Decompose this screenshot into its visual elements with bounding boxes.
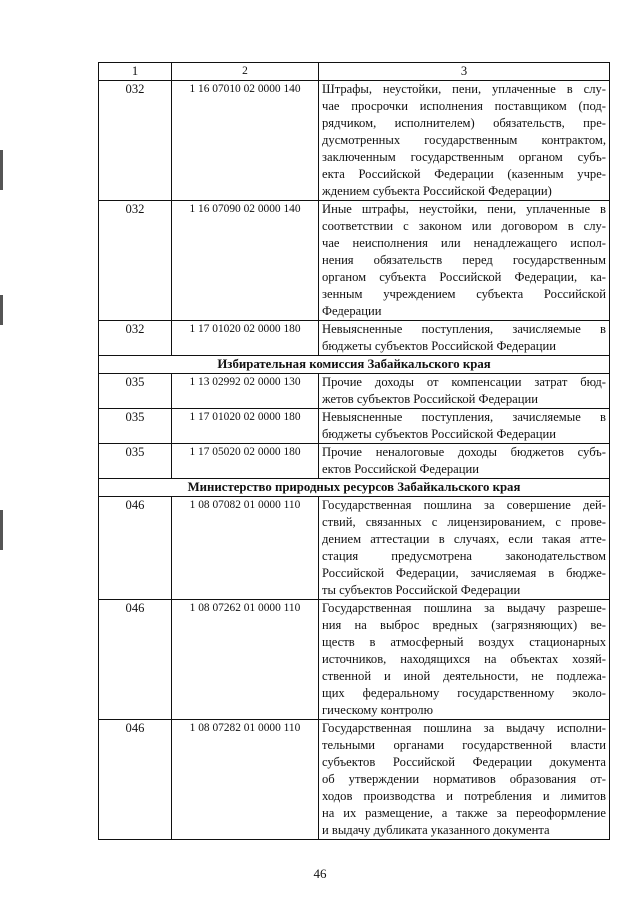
description-line: источников, находящихся на объектах хозяй- — [322, 652, 606, 666]
administrator-code: 032 — [99, 81, 172, 201]
description-line: дусмотренных государственным контрактом, — [322, 133, 606, 147]
description-line: ществ в атмосферный воздух стационарных — [322, 635, 606, 649]
column-header: 2 — [172, 63, 319, 81]
revenue-description — [319, 409, 610, 444]
description-line: екта Российской Федерации (казенным учре- — [322, 167, 606, 181]
description-line: Невыясненные поступления, зачисляемые в — [322, 410, 606, 424]
budget-classification-code: 1 16 07090 02 0000 140 — [172, 201, 319, 321]
page-number: 46 — [313, 866, 327, 881]
description-line: Невыясненные поступления, зачисляемые в — [322, 322, 606, 336]
description-line: зенным учреждением субъекта Российской — [322, 287, 606, 301]
description-line: на их размещение, а также за переоформление — [322, 806, 606, 820]
description-line: чае просрочки исполнения поставщиком (под- — [322, 99, 606, 113]
description-line: заключенным государственным органом субъ- — [322, 150, 606, 164]
description-line: ходов производства и потребления и лимитов — [322, 789, 606, 803]
description-line: дением аттестации в случаях, если такая атте- — [322, 532, 606, 546]
section-header-row — [99, 479, 610, 497]
description-line: ждением субъекта Российской Федерации) — [322, 184, 552, 198]
revenue-description — [319, 444, 610, 479]
description-line: Иные штрафы, неустойки, пени, уплаченные в — [322, 202, 606, 216]
administrator-code: 032 — [99, 201, 172, 321]
budget-classification-code: 1 17 01020 02 0000 180 — [172, 321, 319, 356]
scan-edge-mark — [0, 150, 3, 190]
budget-classification-code: 1 17 05020 02 0000 180 — [172, 444, 319, 479]
description-line: Федерации — [322, 304, 382, 318]
budget-classification-code: 1 08 07262 01 0000 110 — [172, 600, 319, 720]
description-line: бюджеты субъектов Российской Федерации — [322, 339, 556, 353]
revenue-description — [319, 720, 610, 840]
description-line: жетов субъектов Российской Федерации — [322, 392, 538, 406]
description-line: ственной и иной деятельности, не подлежа- — [322, 669, 606, 683]
description-line: органом субъекта Российской Федерации, ка- — [322, 270, 606, 284]
budget-classification-code: 1 08 07082 01 0000 110 — [172, 497, 319, 600]
description-line: рядчиком, исполнителем) обязательств, пре- — [322, 116, 606, 130]
administrator-code: 046 — [99, 497, 172, 600]
description-line: чае неисполнения или ненадлежащего испол- — [322, 236, 606, 250]
description-line: Российской Федерации, зачисляемая в бюдже- — [322, 566, 606, 580]
administrator-code: 046 — [99, 720, 172, 840]
revenue-description — [319, 374, 610, 409]
administrator-code: 032 — [99, 321, 172, 356]
description-line: тельными органами государственной власти — [322, 738, 606, 752]
description-line: Штрафы, неустойки, пени, уплаченные в слу- — [322, 82, 606, 96]
column-header: 3 — [319, 63, 610, 81]
description-line: щих федеральному государственному эколо- — [322, 686, 606, 700]
description-line: гическому контролю — [322, 703, 433, 717]
section-header-row — [99, 356, 610, 374]
table-row — [99, 720, 610, 840]
table-row — [99, 81, 610, 201]
table-body — [99, 81, 610, 840]
description-line: Прочие доходы от компенсации затрат бюд- — [322, 375, 606, 389]
description-line: Государственная пошлина за совершение дей- — [322, 498, 606, 512]
description-line: стация предусмотрена законодательством — [322, 549, 606, 563]
budget-classification-code: 1 16 07010 02 0000 140 — [172, 81, 319, 201]
table-header-row — [99, 63, 610, 81]
budget-classification-code: 1 08 07282 01 0000 110 — [172, 720, 319, 840]
table-row — [99, 201, 610, 321]
administrator-code: 035 — [99, 374, 172, 409]
description-line: и выдачу дубликата указанного документа — [322, 823, 550, 837]
table-row — [99, 374, 610, 409]
section-title: Министерство природных ресурсов Забайкальского края — [99, 479, 610, 497]
description-line: Государственная пошлина за выдачу исполни- — [322, 721, 606, 735]
table-row — [99, 444, 610, 479]
description-line: ния на выброс вредных (загрязняющих) ве- — [322, 618, 606, 632]
description-line: Прочие неналоговые доходы бюджетов субъ- — [322, 445, 606, 459]
revenue-description — [319, 497, 610, 600]
section-title: Избирательная комиссия Забайкальского края — [99, 356, 610, 374]
description-line: ты субъектов Российской Федерации — [322, 583, 521, 597]
table-row — [99, 497, 610, 600]
budget-classification-code: 1 13 02992 02 0000 130 — [172, 374, 319, 409]
revenue-description — [319, 321, 610, 356]
description-line: бюджеты субъектов Российской Федерации — [322, 427, 556, 441]
administrator-code: 035 — [99, 409, 172, 444]
description-line: соответствии с законом или договором в слу- — [322, 219, 606, 233]
description-line: об утверждении нормативов образования от- — [322, 772, 606, 786]
revenue-description — [319, 81, 610, 201]
description-line: ствий, связанных с лицензированием, с прове- — [322, 515, 606, 529]
revenue-description — [319, 600, 610, 720]
description-line: нения обязательств перед государственным — [322, 253, 606, 267]
description-line: Государственная пошлина за выдачу разреше- — [322, 601, 606, 615]
scan-edge-mark — [0, 510, 3, 550]
budget-classification-code: 1 17 01020 02 0000 180 — [172, 409, 319, 444]
table-row — [99, 409, 610, 444]
revenue-description — [319, 201, 610, 321]
administrator-code: 035 — [99, 444, 172, 479]
administrator-code: 046 — [99, 600, 172, 720]
column-header: 1 — [99, 63, 172, 81]
description-line: субъектов Российской Федерации документа — [322, 755, 606, 769]
scan-edge-mark — [0, 295, 3, 325]
description-line: ектов Российской Федерации — [322, 462, 479, 476]
table-row — [99, 600, 610, 720]
revenue-codes-table — [98, 62, 610, 840]
table-row — [99, 321, 610, 356]
